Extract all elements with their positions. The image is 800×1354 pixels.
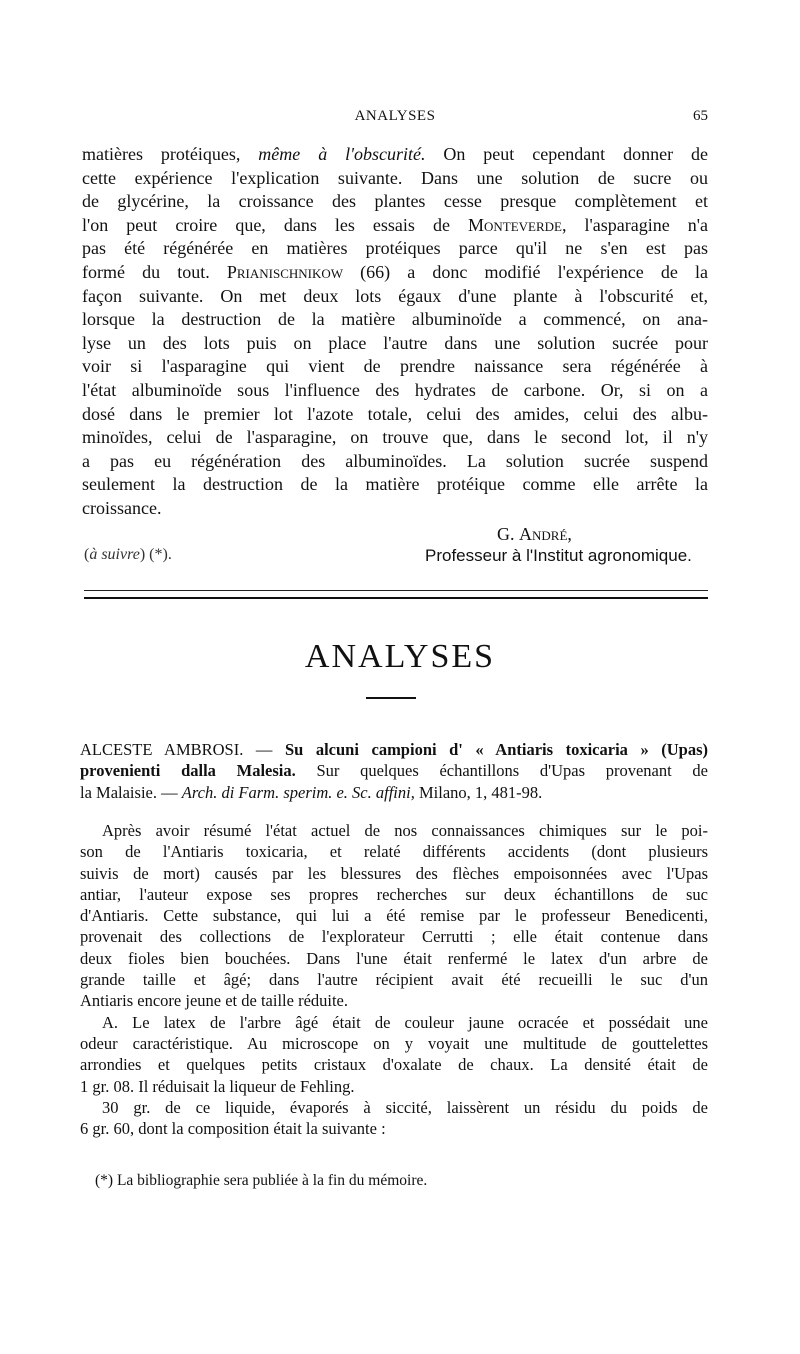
text-line: suivis de mort) causés par les blessures des flèches empoisonnées avec l'Upas bbox=[80, 863, 708, 883]
text-line: formé du tout. Prianischnikow (66) a donc modifié l'expérience de la bbox=[82, 261, 709, 282]
text-line: son de l'Antiaris toxicaria, et relaté différents accidents (dont plusieurs bbox=[80, 842, 708, 862]
text-line: matières protéiques, même à l'obscurité. On peut cependant donner de bbox=[82, 144, 708, 164]
separator-rule-thick bbox=[84, 597, 708, 599]
entry-title: Su alcuni campioni d' « Antiaris toxicaria » (Upas) bbox=[284, 740, 709, 759]
entry-abstract bbox=[80, 820, 708, 1139]
text-line: l'on peut croire que, dans les essais de Monteverde, l'asparagine n'a bbox=[82, 214, 708, 235]
text-line: Antiaris encore jeune et de taille réduite. bbox=[80, 991, 349, 1011]
text-line: la Malaisie. — Arch. di Farm. sperim. e. Sc. affini, Milano, 1, 481-98. bbox=[80, 782, 543, 802]
text-line: A. Le latex de l'arbre âgé était de couleur jaune ocracée et possédait une bbox=[102, 1012, 708, 1032]
running-header bbox=[82, 108, 708, 128]
text-line: provenienti dalla Malesia. Sur quelques échantillons d'Upas provenant de bbox=[80, 761, 708, 781]
text-line: lyse un des lots puis on place l'autre dans une solution sucrée pour bbox=[82, 332, 708, 353]
footnote-marker: (*) bbox=[95, 1172, 114, 1189]
text-line: Après avoir résumé l'état actuel de nos connaissances chimiques sur le poi- bbox=[102, 821, 708, 840]
text-line: seulement la destruction de la matière protéique comme elle arrête la bbox=[82, 474, 708, 495]
signature-name: G. André, bbox=[497, 524, 572, 544]
text-line: deux fioles bien bouchées. Dans l'une était renfermé le latex d'un arbre de bbox=[80, 948, 708, 968]
text-line: 30 gr. de ce liquide, évaporés à siccité, laissèrent un résidu du poids de bbox=[102, 1097, 708, 1117]
text-line: façon suivante. On met deux lots égaux d'une plante à l'obscurité et, bbox=[82, 285, 708, 306]
running-title: ANALYSES bbox=[354, 108, 436, 124]
author-name: Monteverde bbox=[467, 214, 562, 235]
text-line: cette expérience l'explication suivante. Dans une solution de sucre ou bbox=[82, 167, 708, 188]
text-line: dosé dans le premier lot l'azote totale, celui des amides, celui des albu- bbox=[82, 403, 708, 424]
entry-journal: Arch. di Farm. sperim. e. Sc. affini, bbox=[181, 782, 415, 802]
author-name: Prianischnikow bbox=[226, 261, 344, 282]
text-line: voir si l'asparagine qui vient de prendre naissance sera régénérée à bbox=[82, 356, 708, 377]
footnote: (*) La bibliographie sera publiée à la fin du mémoire. bbox=[95, 1172, 428, 1189]
text-line: odeur caractéristique. Au microscope on y voyait une multitude de gouttelettes bbox=[80, 1033, 708, 1053]
text-line: arrondies et quelques petits cristaux d'oxalate de chaux. La densité était de bbox=[80, 1055, 708, 1075]
entry-heading bbox=[80, 739, 708, 803]
intro-paragraph bbox=[82, 143, 708, 521]
text-line: croissance. bbox=[82, 497, 162, 518]
text-line: antiar, l'auteur expose ses propres recherches sur deux échantillons de suc bbox=[80, 884, 708, 904]
section-title-rule bbox=[366, 697, 416, 699]
page-number: 65 bbox=[693, 108, 708, 124]
entry-author: ALCESTE AMBROSI. bbox=[80, 740, 244, 759]
text-line: grande taille et âgé; dans l'autre récipient avait été recueilli le suc d'un bbox=[80, 970, 708, 990]
text-line: pas été régénérée en matières protéiques parce qu'il ne s'en est pas bbox=[82, 238, 708, 259]
text-line: ALCESTE AMBROSI. — Su alcuni campioni d' « Antiaris toxicaria » (Upas) bbox=[80, 740, 709, 759]
text-line: 6 gr. 60, dont la composition était la suivante : bbox=[80, 1119, 386, 1139]
section-title: ANALYSES bbox=[304, 638, 496, 675]
text-line: a pas eu régénération des albuminoïdes. La solution sucrée suspend bbox=[82, 450, 708, 471]
separator-rule bbox=[84, 590, 708, 591]
text-line: l'état albuminoïde sous l'influence des hydrates de carbone. Or, si on a bbox=[82, 379, 708, 400]
signature-affiliation: Professeur à l'Institut agronomique. bbox=[425, 546, 692, 565]
text-line: 1 gr. 08. Il réduisait la liqueur de Fehling. bbox=[80, 1076, 355, 1096]
text-line: minoïdes, celui de l'asparagine, on trouve que, dans le second lot, il n'y bbox=[82, 427, 708, 448]
text-line: provenait des collections de l'explorateur Cerrutti ; elle était contenue dans bbox=[80, 927, 708, 947]
text-line: de glycérine, la croissance des plantes cesse presque complètement et bbox=[82, 191, 708, 212]
continuation-note: (à suivre) (*). bbox=[84, 546, 172, 563]
text-line: d'Antiaris. Cette substance, qui lui a été remise par le professeur Benedicenti, bbox=[80, 906, 708, 926]
text-line: lorsque la destruction de la matière albuminoïde a commencé, on ana- bbox=[82, 309, 708, 330]
